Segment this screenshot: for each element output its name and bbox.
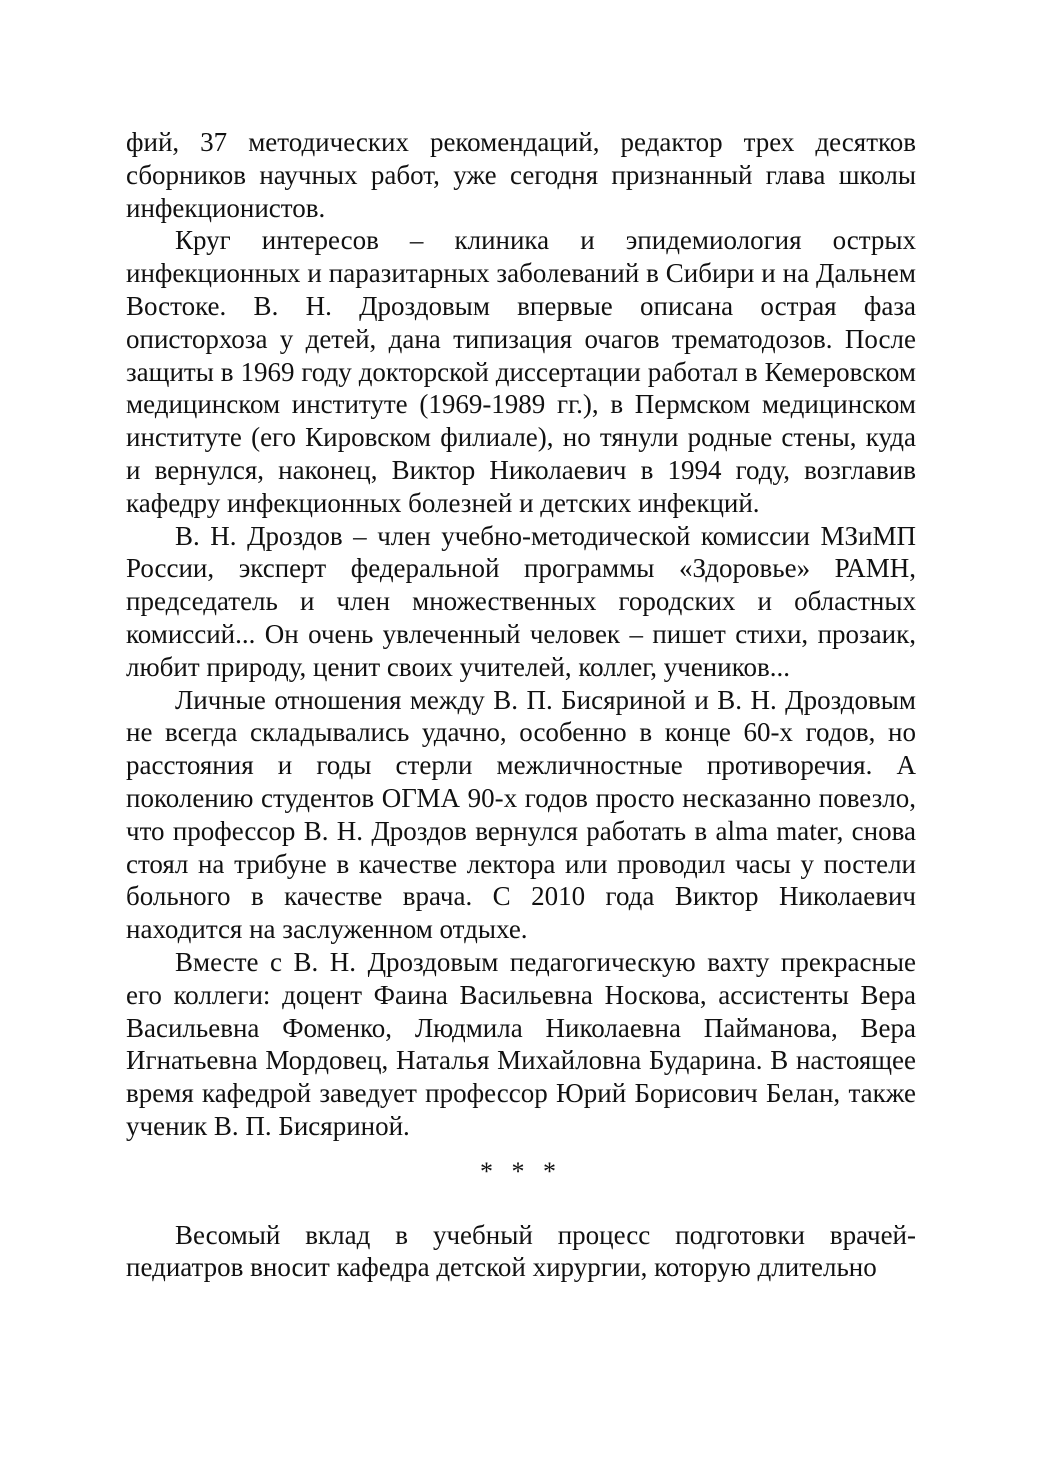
paragraph-relations: Личные отношения между В. П. Бисяриной и В. Н. Дроздовым не всегда складывались удачно, особенно в конце 60-х годов, но расстояния и годы стерли межличностные противоречия. А поколению студентов ОГМА 90-х годов просто несказанно повезло, что профессор В. Н. Дроздов вернулся работать в alma mater, снова стоял на трибуне в качестве лектора или проводил часы у постели больного в качестве врача. С 2010 года Виктор Николаевич находится на заслуженном отдыхе. [126, 684, 916, 945]
paragraph-interests: Круг интересов – клиника и эпидемиология острых инфекционных и паразитарных заболеваний в Сибири и на Дальнем Востоке. В. Н. Дроздовым впервые описана острая фаза описторхоза у детей, дана типизация очагов трематодозов. После защиты в 1969 году докторской диссертации работал в Кемеровском медицинском институте (1969-1989 гг.), в Пермском медицинском институте (его Кировском филиале), но тянули родные стены, куда и вернулся, наконец, Виктор Николаевич в 1994 году, возглавив кафедру инфекционных болезней и детских инфекций. [126, 225, 916, 518]
paragraph-colleagues: Вместе с В. Н. Дроздовым педагогическую вахту прекрасные его коллеги: доцент Фаина Васильевна Носкова, ассистенты Вера Васильевна Фоменко, Людмила Николаевна Пайманова, Вера Игнатьевна Мордовец, Наталья Михайловна Бударина. В настоящее время кафедрой заведует профессор Юрий Борисович Белан, также ученик В. П. Бисяриной. [126, 946, 916, 1141]
paragraph-continuation: фий, 37 методических рекомендаций, редактор трех десятков сборников научных работ, уже сегодня признанный глава школы инфекционистов. [126, 127, 916, 223]
section-separator: * * * [480, 1156, 562, 1186]
paragraph-commissions: В. Н. Дроздов – член учебно-методической комиссии МЗиМП России, эксперт федеральной программы «Здоровье» РАМН, председатель и член множественных городских и областных комиссий... Он очень увлеченный человек – пишет стихи, прозаик, любит природу, ценит своих учителей, коллег, учеников... [126, 520, 916, 682]
paragraph-pediatric-surgery: Весомый вклад в учебный процесс подготовки врачей-педиатров вносит кафедра детской хирургии, которую длительно [126, 1219, 916, 1283]
body-text [126, 126, 916, 1284]
